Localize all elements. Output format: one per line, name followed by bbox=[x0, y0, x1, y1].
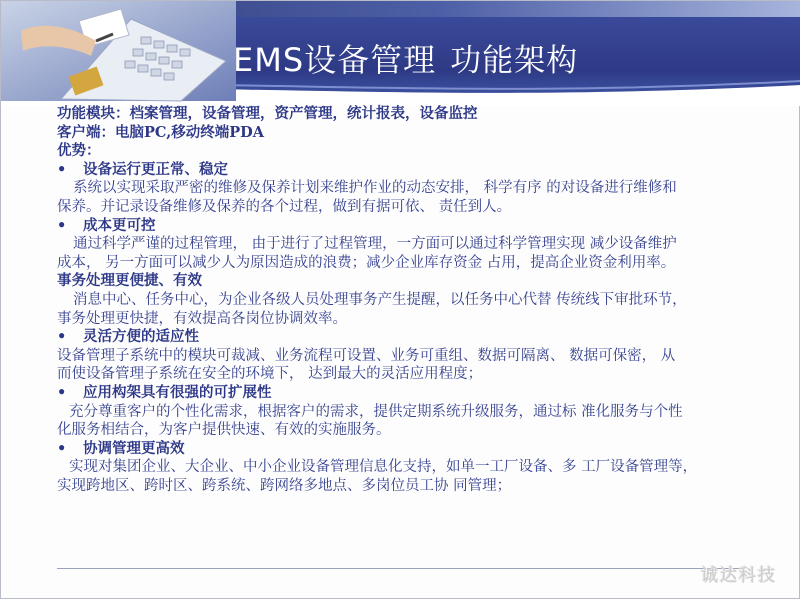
section-text: 实现跨地区、跨时区、跨系统、跨网络多地点、多岗位员工协 同管理； bbox=[57, 477, 512, 494]
clients-line: 客户端：电脑PC,移动终端PDA bbox=[57, 123, 264, 141]
footer-divider bbox=[57, 568, 747, 569]
watermark: 诚达科技 bbox=[701, 566, 777, 586]
bullet-icon: • bbox=[57, 383, 67, 401]
section-text: 消息中心、任务中心，为企业各级人员处理事务产生提醒，以任务中心代替 传统线下审批环节， bbox=[73, 291, 687, 308]
bullet-icon: • bbox=[57, 328, 67, 346]
section-text: 设备管理子系统中的模块可裁减、业务流程可设置、业务可重组、数据可隔离、 数据可保密， 从 bbox=[57, 347, 676, 364]
section-text: 系统以实现采取严密的维修及保养计划来维护作业的动态安排， 科学有序 的对设备进行维修和 bbox=[73, 180, 677, 197]
bullet-icon: • bbox=[57, 216, 67, 234]
section-text: 事务处理更快捷，有效提高各岗位协调效率。 bbox=[57, 310, 347, 327]
section-heading: • 设备运行更正常、稳定 bbox=[57, 160, 228, 178]
section-text: 而使设备管理子系统在安全的环境下， 达到最大的灵活应用程度； bbox=[57, 366, 483, 383]
section-text: 保养。并记录设备维修及保养的各个过程，做到有据可依、 责任到人。 bbox=[57, 198, 512, 215]
section-text: 充分尊重客户的个性化需求，根据客户的需求，提供定期系统升级服务，通过标 准化服务与个性 bbox=[69, 403, 683, 420]
title-sub: 功能架构 bbox=[450, 43, 579, 79]
keyboard-photo-icon bbox=[1, 1, 236, 106]
section-heading: • 灵活方便的适应性 bbox=[57, 328, 199, 346]
bullet-icon: • bbox=[57, 160, 67, 178]
section-heading: 事务处理更便捷、有效 bbox=[57, 272, 202, 290]
section-text: 实现对集团企业、大企业、中小企业设备管理信息化支持，如单一工厂设备、多 工厂设备管理等， bbox=[69, 459, 698, 476]
page-title bbox=[233, 35, 578, 81]
slide-content bbox=[57, 105, 747, 495]
bullet-icon: • bbox=[57, 439, 67, 457]
section-text: 成本， 另一方面可以减少人为原因造成的浪费；减少企业库存资金 占用，提高企业资金利用率。 bbox=[57, 254, 676, 271]
section-heading: • 协调管理更高效 bbox=[57, 439, 185, 457]
modules-line: 功能模块：档案管理，设备管理，资产管理，统计报表，设备监控 bbox=[57, 105, 478, 122]
section-heading: • 成本更可控 bbox=[57, 216, 156, 234]
slide-header bbox=[1, 1, 800, 106]
advantages-label: 优势： bbox=[57, 142, 101, 160]
section-text: 化服务相结合，为客户提供快速、有效的实施服务。 bbox=[57, 422, 391, 439]
section-text: 通过科学严谨的过程管理， 由于进行了过程管理，一方面可以通过科学管理实现 减少设备维护 bbox=[73, 236, 677, 253]
section-heading: • 应用构架具有很强的可扩展性 bbox=[57, 383, 272, 401]
title-main: EMS设备管理 bbox=[233, 41, 437, 79]
